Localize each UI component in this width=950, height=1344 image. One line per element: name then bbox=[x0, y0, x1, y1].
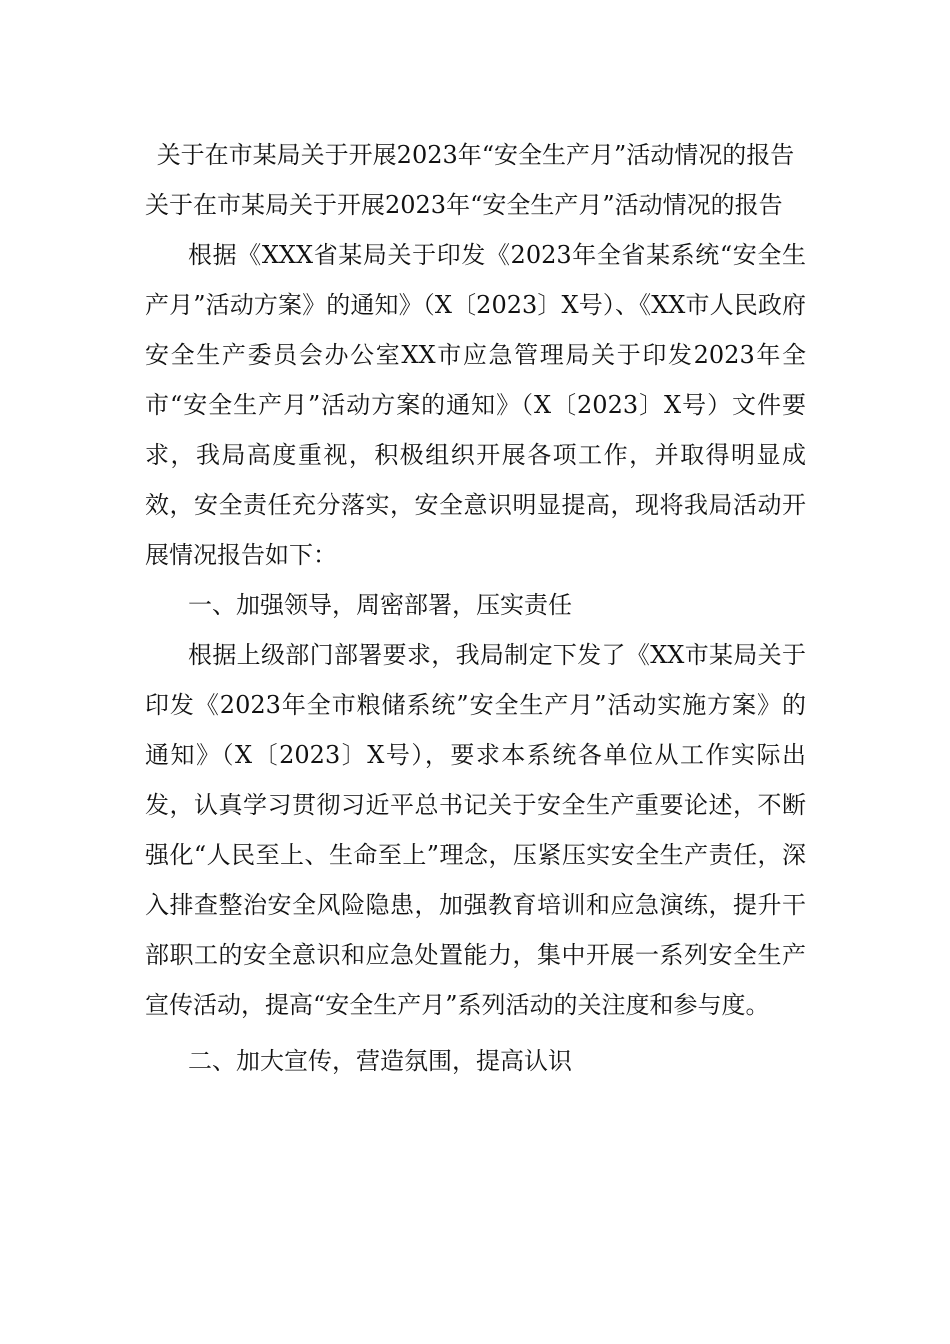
document-title: 关于在市某局关于开展2023年“安全生产月”活动情况的报告 bbox=[156, 141, 795, 169]
document-subtitle: 关于在市某局关于开展2023年“安全生产月”活动情况的报告 bbox=[145, 191, 783, 219]
intro-paragraph: 根据《XXX省某局关于印发《2023年全省某系统“安全生产月”活动方案》的通知》（X〔2023〕X号）、《XX市人民政府安全生产委员会办公室XX市应急管理局关于印发2023年全市“安全生产月”活动方案的通知》（X〔2023〕X号）文件要求，我局高度重视，积极组织开展各项工作，并取得明显成效，安全责任充分落实，安全意识明显提高，现将我局活动开展情况报告如下： bbox=[145, 241, 806, 569]
section2-heading: 二、加大宣传，营造氛围，提高认识 bbox=[188, 1047, 572, 1075]
section1-paragraph: 根据上级部门部署要求，我局制定下发了《XX市某局关于印发《2023年全市粮储系统”安全生产月”活动实施方案》的通知》（X〔2023〕X号），要求本系统各单位从工作实际出发，认真学习贯彻习近平总书记关于安全生产重要论述，不断强化“人民至上、生命至上”理念，压紧压实安全生产责任，深入排查整治安全风险隐患，加强教育培训和应急演练，提升干部职工的安全意识和应急处置能力，集中开展一系列安全生产宣传活动，提高“安全生产月”系列活动的关注度和参与度。 bbox=[145, 641, 806, 1019]
section1-heading: 一、加强领导，周密部署，压实责任 bbox=[188, 591, 572, 619]
